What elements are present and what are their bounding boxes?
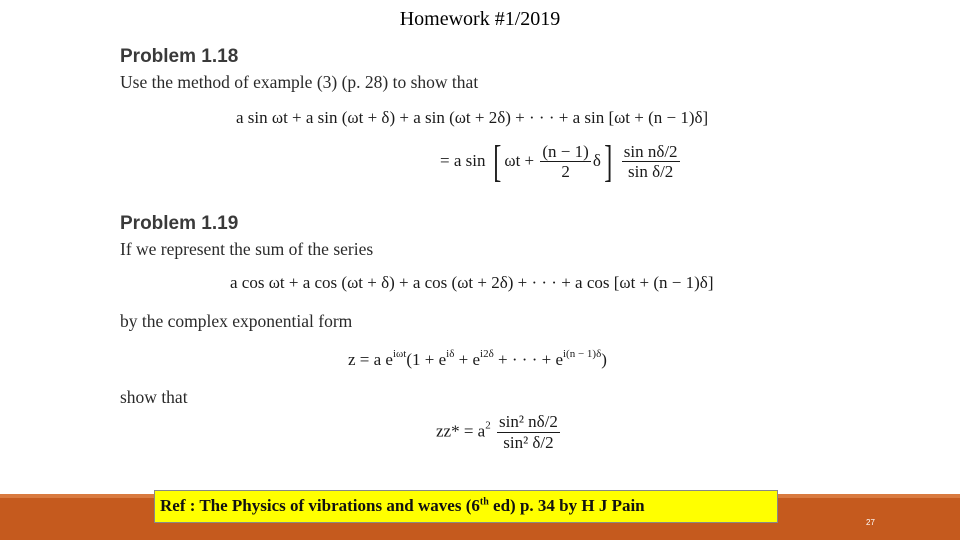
complex-mid-1: (1 + e [406,350,447,369]
problem-119-show-prompt: show that [120,387,188,407]
reference-superscript: th [479,496,489,508]
complex-exp-1: iωt [392,348,407,360]
reference-prefix: Ref : The Physics of vibrations and waves (6 [160,496,480,515]
rhs-fraction-numerator: (n − 1) [542,141,589,161]
result-exponent: 2 [485,419,491,432]
problem-119-heading: Problem 1.19 [120,213,239,234]
rhs-term: ωt + [504,150,535,170]
problem-118-equation-lhs: a sin ωt + a sin (ωt + δ) + a sin (ωt + 2δ) + · · · + a sin [ωt + (n − 1)δ] [236,108,709,127]
complex-lhs: z = a e [348,350,393,369]
complex-mid-3: + · · · + e [493,350,563,369]
reference-box [154,490,778,523]
slide-title: Homework #1/2019 [399,8,561,30]
complex-exp-4: i(n − 1)δ [563,348,602,360]
reference-suffix: ed) p. 34 by H J Pain [488,496,645,515]
rhs-ratio [622,142,680,183]
problem-119-prompt: If we represent the sum of the series [120,239,374,259]
rhs-fraction [540,142,590,183]
rhs-prefix: = a sin [440,150,486,170]
result-numerator: sin² nδ/2 [498,412,558,431]
complex-exp-3: i2δ [480,348,494,360]
left-bracket: [ [493,137,502,186]
result-fraction [497,412,560,453]
rhs-fraction-denominator: 2 [540,161,590,182]
rhs-ratio-numerator: sin nδ/2 [623,141,678,161]
right-bracket: ] [604,137,613,186]
result-denominator: sin² δ/2 [497,432,560,453]
page-number: 27 [866,518,875,527]
complex-mid-2: + e [454,350,481,369]
problem-118-prompt: Use the method of example (3) (p. 28) to show that [120,72,479,92]
complex-end: ) [601,350,607,369]
rhs-ratio-denominator: sin δ/2 [622,161,680,182]
problem-118-heading: Problem 1.18 [120,46,239,67]
problem-119-complex-prompt: by the complex exponential form [120,311,353,331]
problem-119-complex-equation [348,348,607,370]
problem-119-series: a cos ωt + a cos (ωt + δ) + a cos (ωt + 2δ) + · · · + a cos [ωt + (n − 1)δ] [230,273,714,292]
problem-118-equation-rhs [440,137,682,186]
complex-exp-2: iδ [446,348,455,360]
problem-119-result [436,412,562,453]
rhs-delta: δ [592,150,601,170]
result-lhs: zz* = a [436,421,486,441]
